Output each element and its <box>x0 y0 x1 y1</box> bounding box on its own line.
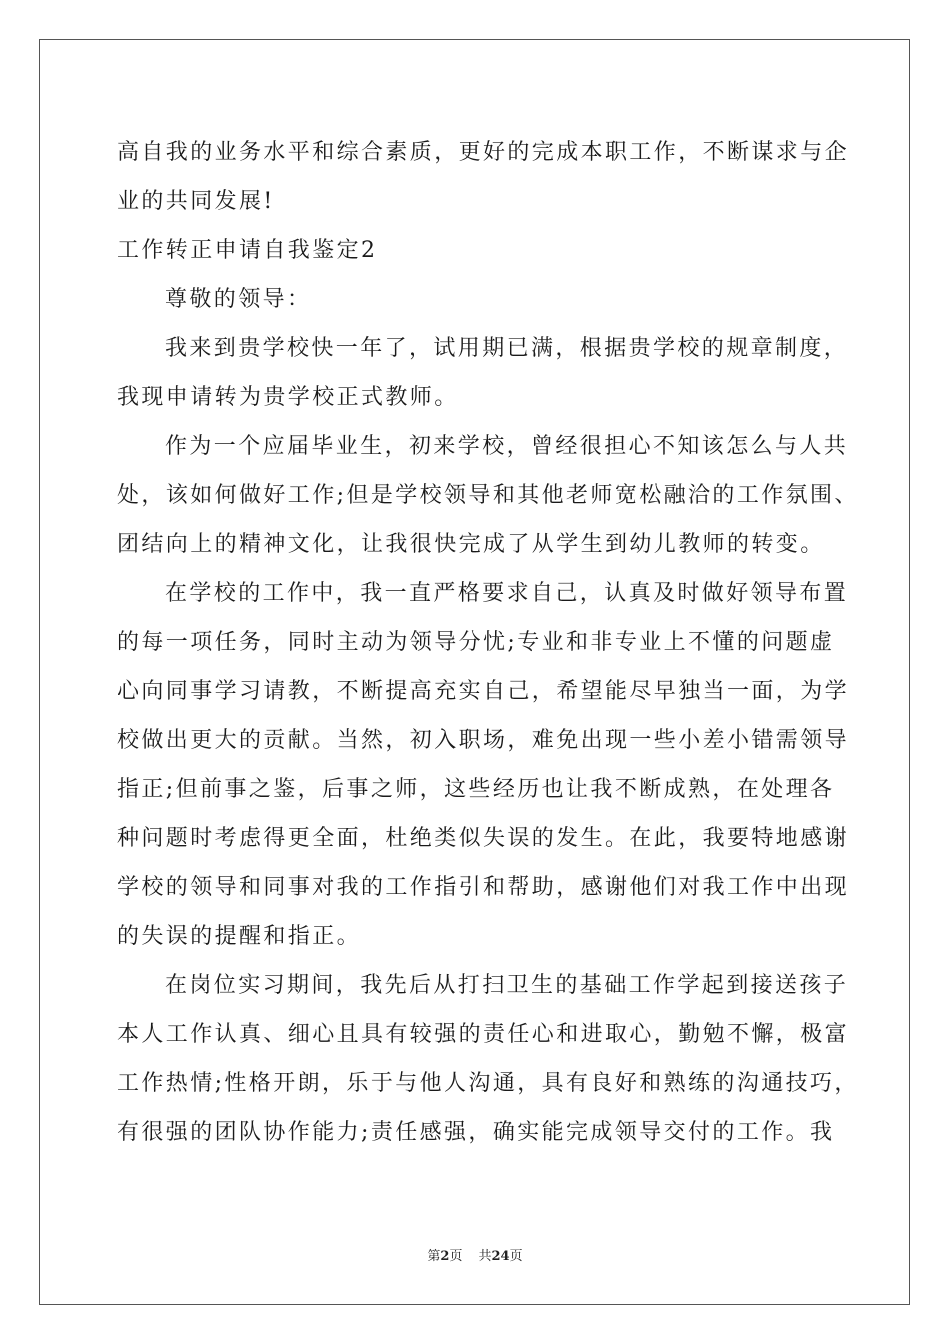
page-number: 2 <box>440 1249 450 1264</box>
text-line: 校做出更大的贡献。当然，初入职场，难免出现一些小差小错需领导 <box>117 728 850 753</box>
text-line: 的失误的提醒和指正。 <box>117 924 362 949</box>
text-line: 指正;但前事之鉴，后事之师，这些经历也让我不断成熟，在处理各 <box>117 777 835 802</box>
text-line: 我来到贵学校快一年了，试用期已满，根据贵学校的规章制度， <box>165 336 849 361</box>
text-line: 高自我的业务水平和综合素质，更好的完成本职工作，不断谋求与企 <box>117 140 850 165</box>
text-line: 种问题时考虑得更全面，杜绝类似失误的发生。在此，我要特地感谢 <box>117 826 850 851</box>
text-line: 心向同事学习请教，不断提高充实自己，希望能尽早独当一面，为学 <box>117 679 850 704</box>
total-suffix: 页 <box>509 1249 523 1264</box>
text-line: 在学校的工作中，我一直严格要求自己，认真及时做好领导布置 <box>165 581 849 606</box>
page-prefix: 第 <box>427 1249 441 1264</box>
document-body <box>117 128 857 1157</box>
salutation: 尊敬的领导： <box>165 287 312 312</box>
text-line: 作为一个应届毕业生，初来学校，曾经很担心不知该怎么与人共 <box>165 434 849 459</box>
text-line: 团结向上的精神文化，让我很快完成了从学生到幼儿教师的转变。 <box>117 532 825 557</box>
text-line: 学校的领导和同事对我的工作指引和帮助，感谢他们对我工作中出现 <box>117 875 850 900</box>
text-line: 处，该如何做好工作;但是学校领导和其他老师宽松融洽的工作氛围、 <box>117 483 859 508</box>
page-suffix: 页 <box>449 1249 463 1264</box>
text-line: 业的共同发展! <box>117 189 275 214</box>
section-heading: 工作转正申请自我鉴定2 <box>117 238 378 263</box>
text-line: 我现申请转为贵学校正式教师。 <box>117 385 459 410</box>
text-line: 在岗位实习期间，我先后从打扫卫生的基础工作学起到接送孩子 <box>165 973 849 998</box>
text-line: 的每一项任务，同时主动为领导分忧;专业和非专业上不懂的问题虚 <box>117 630 835 655</box>
total-pages: 24 <box>491 1249 510 1264</box>
text-line: 工作热情;性格开朗，乐于与他人沟通，具有良好和熟练的沟通技巧， <box>117 1071 859 1096</box>
total-prefix: 共 <box>478 1249 492 1264</box>
text-line: 本人工作认真、细心且具有较强的责任心和进取心，勤勉不懈，极富 <box>117 1022 850 1047</box>
page-footer <box>0 1245 950 1264</box>
text-line: 有很强的团队协作能力;责任感强，确实能完成领导交付的工作。我 <box>117 1120 835 1145</box>
